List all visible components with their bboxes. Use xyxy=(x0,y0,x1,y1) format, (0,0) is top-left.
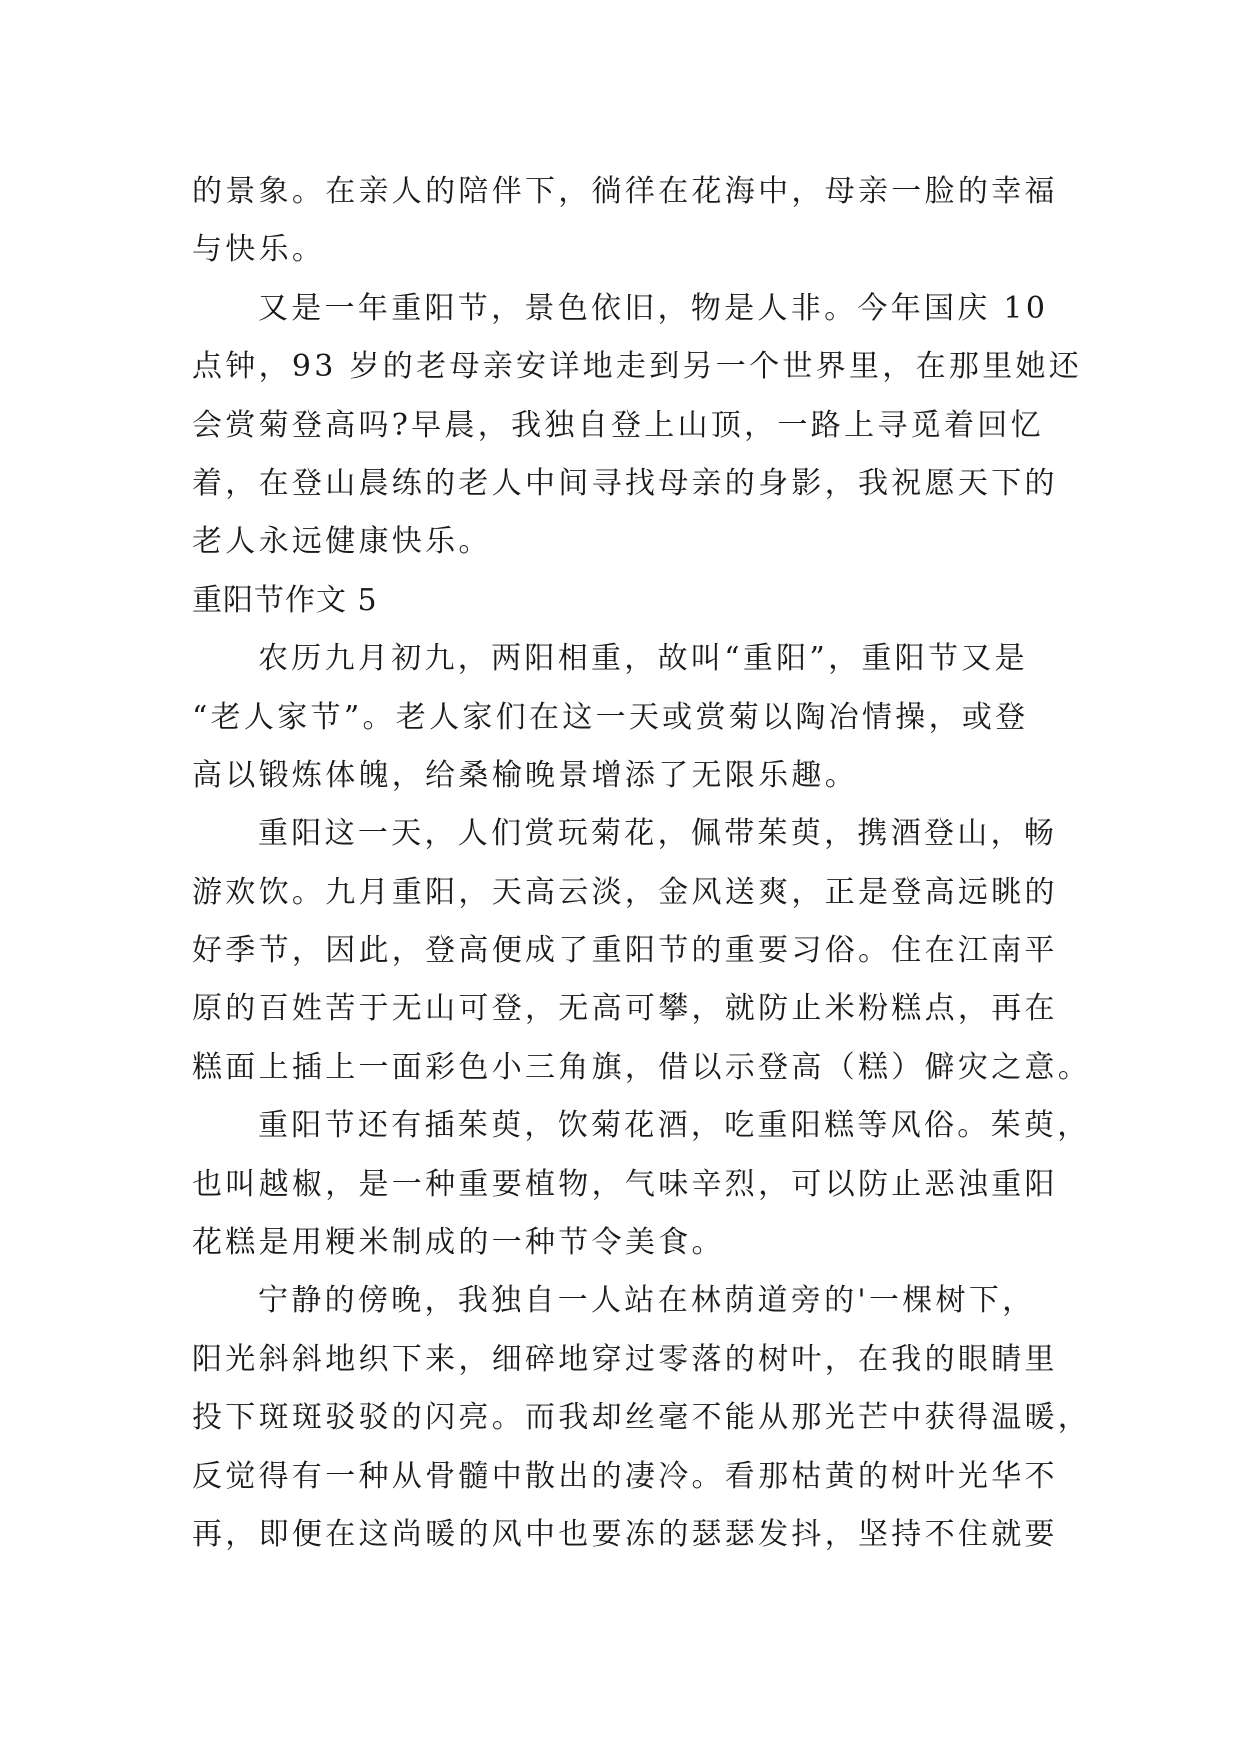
text-line: 花糕是用粳米制成的一种节令美食。 xyxy=(192,1225,725,1261)
text-line: “老人家节”。老人家们在这一天或赏菊以陶冶情操，或登 xyxy=(192,699,1029,735)
text-line: 也叫越椒，是一种重要植物，气味辛烈，可以防止恶浊重阳 xyxy=(192,1166,1058,1202)
text-line: 会赏菊登高吗?早晨，我独自登上山顶，一路上寻觅着回忆 xyxy=(192,407,1044,443)
text-line: 着，在登山晨练的老人中间寻找母亲的身影，我祝愿天下的 xyxy=(192,465,1058,501)
text-line: 重阳这一天，人们赏玩菊花，佩带茱萸，携酒登山，畅 xyxy=(258,816,1058,852)
text-line: 的景象。在亲人的陪伴下，徜徉在花海中，母亲一脸的幸福 xyxy=(192,174,1058,209)
document-body xyxy=(192,163,1092,1564)
text-line: 又是一年重阳节，景色依旧，物是人非。今年国庆 10 xyxy=(258,290,1049,326)
text-line: 反觉得有一种从骨髓中散出的凄冷。看那枯黄的树叶光华不 xyxy=(192,1458,1058,1494)
text-line: 老人永远健康快乐。 xyxy=(192,524,492,560)
text-line: 糕面上插上一面彩色小三角旗，借以示登高（糕）僻灾之意。 xyxy=(192,1049,1092,1085)
text-line: 农历九月初九，两阳相重，故叫“重阳”，重阳节又是 xyxy=(258,641,1028,677)
text-line: 阳光斜斜地织下来，细碎地穿过零落的树叶，在我的眼睛里 xyxy=(192,1341,1058,1377)
text-line: 原的百姓苦于无山可登，无高可攀，就防止米粉糕点，再在 xyxy=(192,991,1058,1027)
text-line: 再，即便在这尚暖的风中也要冻的瑟瑟发抖，坚持不住就要 xyxy=(192,1516,1058,1552)
text-line: 好季节，因此，登高便成了重阳节的重要习俗。住在江南平 xyxy=(192,933,1058,969)
section-heading: 重阳节作文 5 xyxy=(192,582,378,618)
text-line: 投下斑斑驳驳的闪亮。而我却丝毫不能从那光芒中获得温暖， xyxy=(192,1400,1092,1436)
text-line: 点钟，93 岁的老母亲安详地走到另一个世界里，在那里她还 xyxy=(192,349,1083,385)
text-line: 高以锻炼体魄，给桑榆晚景增添了无限乐趣。 xyxy=(192,757,858,793)
text-line: 重阳节还有插茱萸，饮菊花酒，吃重阳糕等风俗。茱萸， xyxy=(258,1108,1091,1144)
text-line: 游欢饮。九月重阳，天高云淡，金风送爽，正是登高远眺的 xyxy=(192,874,1058,910)
text-line: 宁静的傍晚，我独自一人站在林荫道旁的'一棵树下， xyxy=(258,1283,1036,1319)
text-line: 与快乐。 xyxy=(192,232,326,268)
